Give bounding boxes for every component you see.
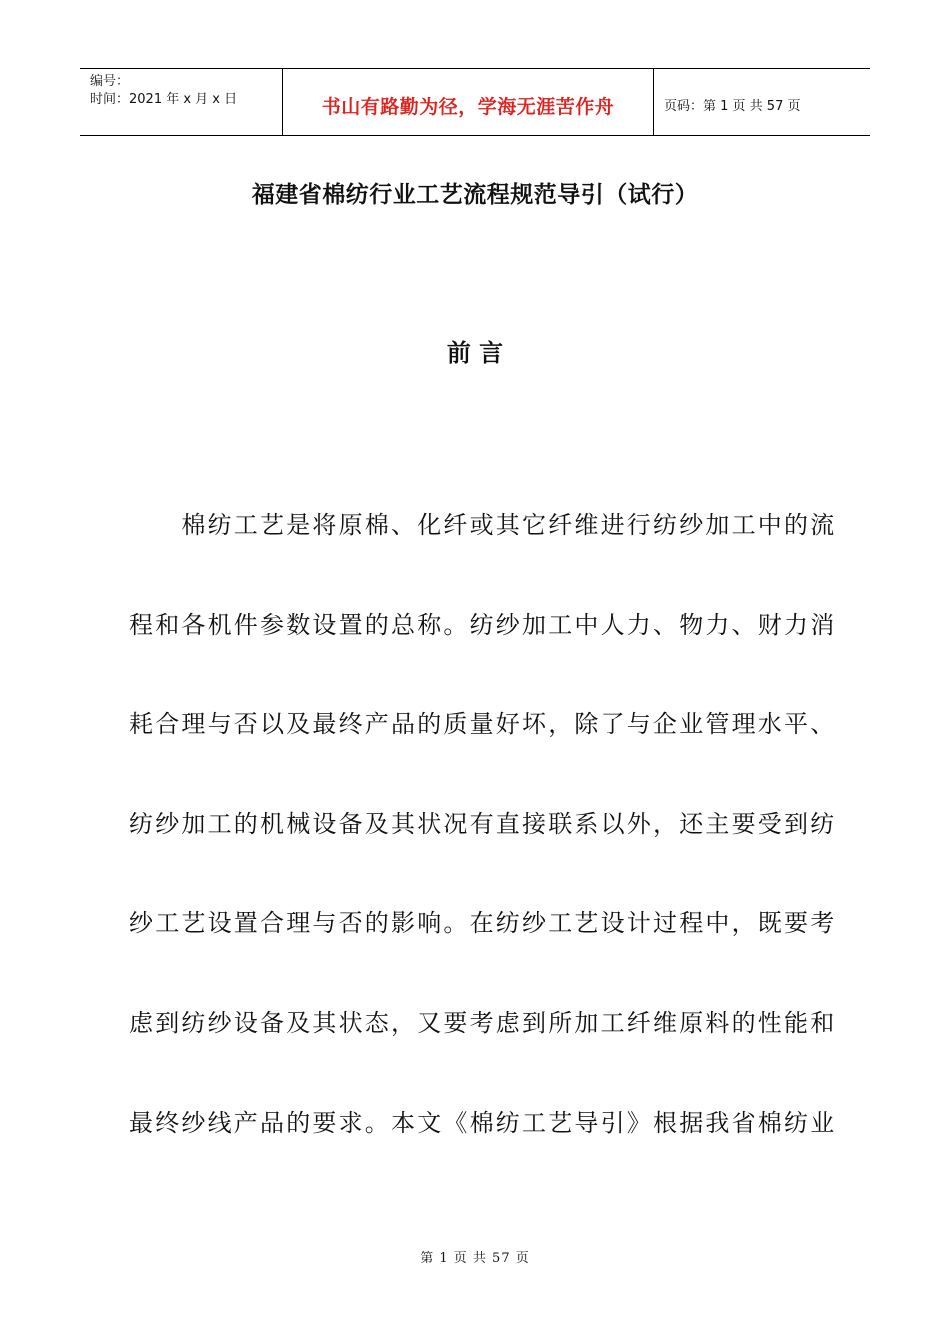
paragraph-line: 棉纺工艺是将原棉、化纤或其它纤维进行纺纱加工中的流 <box>129 511 837 539</box>
paragraph-line: 纱工艺设置合理与否的影响。在纺纱工艺设计过程中，既要考 <box>129 909 837 938</box>
paragraph-line: 最终纱线产品的要求。本文《棉纺工艺导引》根据我省棉纺业 <box>129 1108 837 1137</box>
document-time-label: 时间：2021 年 x 月 x 日 <box>90 92 238 107</box>
header-page-cell <box>654 69 870 135</box>
header-meta-cell <box>80 69 282 135</box>
paragraph-line: 虑到纺纱设备及其状态，又要考虑到所加工纤维原料的性能和 <box>129 1008 837 1037</box>
header-motto-cell <box>282 69 654 135</box>
document-number-label: 编号： <box>90 74 130 89</box>
body-paragraph <box>129 476 837 1173</box>
document-title: 福建省棉纺行业工艺流程规范导引（试行） <box>251 182 699 208</box>
page-footer: 第 1 页 共 57 页 <box>420 1251 530 1266</box>
paragraph-line: 程和各机件参数设置的总称。纺纱加工中人力、物力、财力消 <box>129 610 837 639</box>
page-header <box>80 68 870 136</box>
paragraph-line: 耗合理与否以及最终产品的质量好坏，除了与企业管理水平、 <box>129 710 837 739</box>
header-page-info: 页码：第 1 页 共 57 页 <box>664 98 801 114</box>
paragraph-line: 纺纱加工的机械设备及其状况有直接联系以外，还主要受到纺 <box>129 809 837 838</box>
header-motto: 书山有路勤为径，学海无涯苦作舟 <box>321 95 615 118</box>
section-heading: 前 言 <box>446 339 504 367</box>
